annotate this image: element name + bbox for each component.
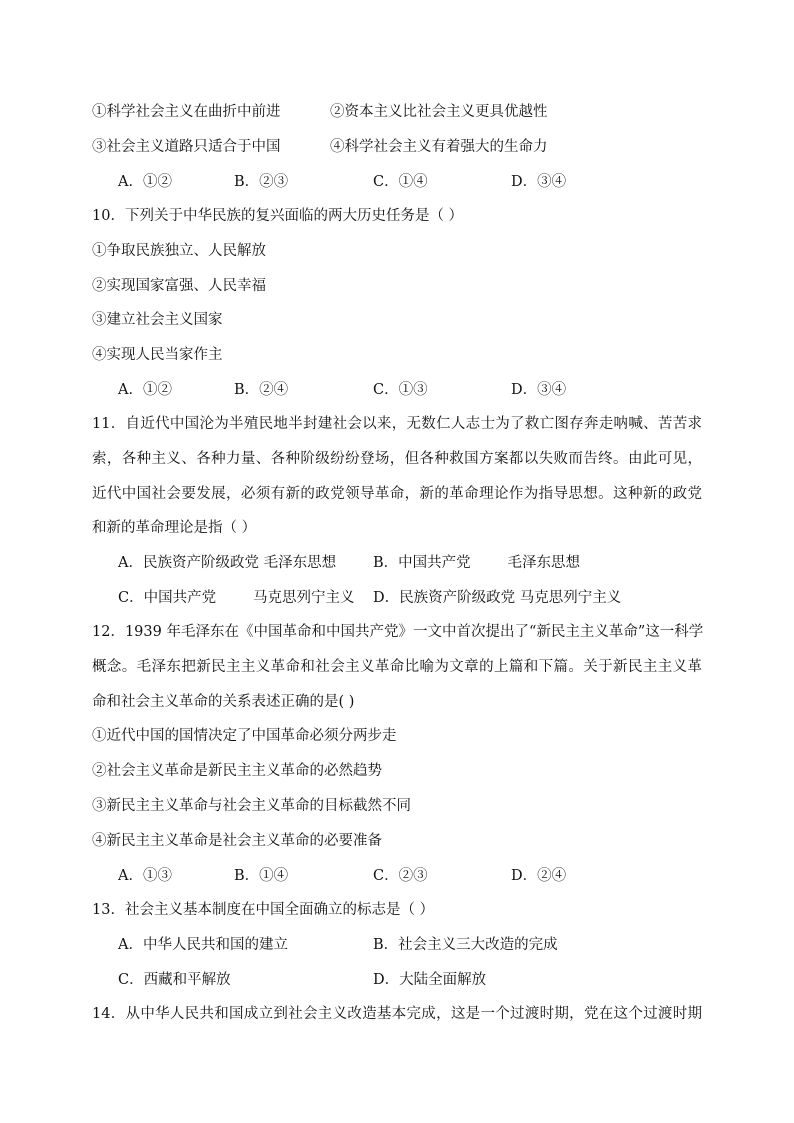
q11-option-d: D．民族资产阶级政党 马克思列宁主义 [373,590,622,606]
q12-option-b: B．①④ [234,868,289,884]
q13-stem: 13．社会主义基本制度在中国全面确立的标志是（ ） [92,902,435,918]
q14-stem-line-1: 14．从中华人民共和国成立到社会主义改造基本完成，这是一个过渡时期，党在这个过渡时期 [92,1006,702,1022]
q12-stem-line-1: 12．1939 年毛泽东在《中国革命和中国共产党》一文中首次提出了“新民主主义革命”这一科学 [92,624,704,640]
q10-item-4: ④实现人民当家作主 [92,347,223,363]
q12-option-d: D．②④ [511,868,567,884]
q12-item-3: ③新民主主义革命与社会主义革命的目标截然不同 [92,798,411,814]
q11-stem-line-1: 11．自近代中国沦为半殖民地半封建社会以来，无数仁人志士为了救亡图存奔走呐喊、苦苦求 [92,416,702,432]
q13-option-b: B．社会主义三大改造的完成 [373,937,558,953]
q9-statement-4: ④科学社会主义有着强大的生命力 [330,139,548,155]
q10-option-d: D．③④ [511,382,567,398]
q11-option-b: B．中国共产党 毛泽东思想 [373,555,581,571]
q10-stem: 10．下列关于中华民族的复兴面临的两大历史任务是（ ） [92,208,464,224]
q12-stem-line-3: 命和社会主义革命的关系表述正确的是( ) [92,694,355,710]
q12-option-c: C．②③ [373,868,428,884]
q9-statement-3: ③社会主义道路只适合于中国 [92,139,281,155]
q10-option-c: C．①③ [373,382,428,398]
q9-option-a: A．①② [118,174,172,190]
q9-statement-2: ②资本主义比社会主义更具优越性 [330,104,548,120]
q12-item-2: ②社会主义革命是新民主主义革命的必然趋势 [92,763,382,779]
q13-option-c: C．西藏和平解放 [118,972,231,988]
q10-option-b: B．②④ [234,382,289,398]
q9-option-b: B．②③ [234,174,289,190]
q12-item-4: ④新民主主义革命是社会主义革命的必要准备 [92,833,382,849]
q12-item-1: ①近代中国的国情决定了中国革命必须分两步走 [92,728,397,744]
q11-stem-line-4: 和新的革命理论是指（ ） [92,520,257,536]
q9-option-c: C．①④ [373,174,428,190]
q9-statement-1: ①科学社会主义在曲折中前进 [92,104,281,120]
q11-stem-line-2: 索，各种主义、各种力量、各种阶级纷纷登场，但各种救国方案都以失败而告终。由此可见， [92,451,702,467]
q11-stem-line-3: 近代中国社会要发展，必须有新的政党领导革命，新的革命理论作为指导思想。这种新的政党 [92,486,702,502]
q12-stem-line-2: 概念。毛泽东把新民主主义革命和社会主义革命比喻为文章的上篇和下篇。关于新民主主义革 [92,659,702,675]
q11-option-c: C．中国共产党 马克思列宁主义 [118,590,355,606]
q10-item-3: ③建立社会主义国家 [92,312,223,328]
q10-item-1: ①争取民族独立、人民解放 [92,243,266,259]
q9-option-d: D．③④ [511,174,567,190]
q11-option-a: A．民族资产阶级政党 毛泽东思想 [118,555,337,571]
q10-option-a: A．①② [118,382,172,398]
q12-option-a: A．①③ [118,868,172,884]
q13-option-d: D．大陆全面解放 [373,972,487,988]
q13-option-a: A．中华人民共和国的建立 [118,937,288,953]
q10-item-2: ②实现国家富强、人民幸福 [92,278,266,294]
